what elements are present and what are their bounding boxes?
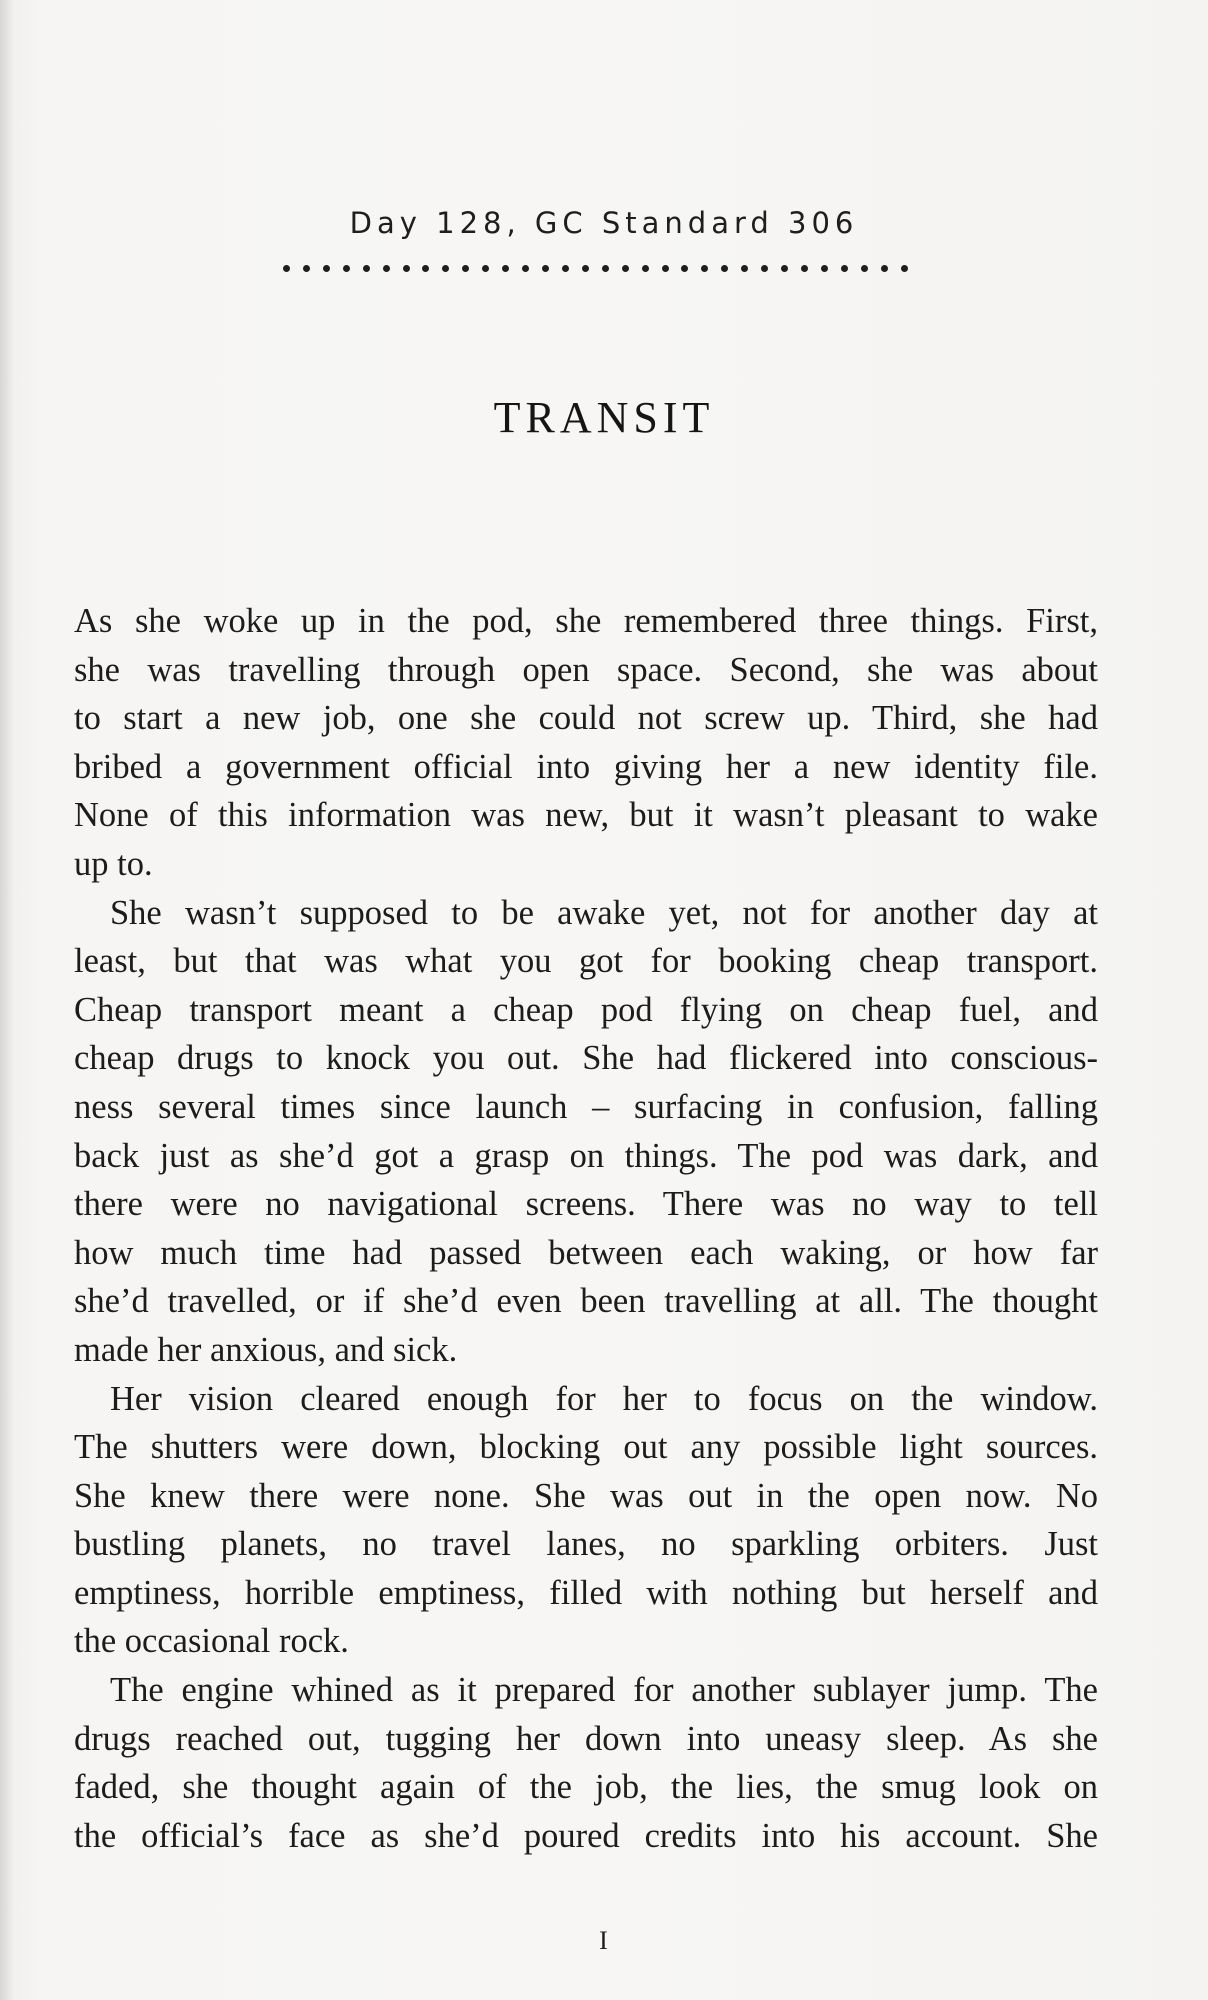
rule-dot bbox=[701, 265, 708, 272]
rule-dot bbox=[662, 265, 669, 272]
text-line: She wasn’t supposed to be awake yet, not for another day at bbox=[110, 893, 1098, 932]
body-text bbox=[74, 597, 1098, 1860]
paragraph bbox=[74, 597, 1098, 889]
paragraph bbox=[74, 1375, 1098, 1667]
rule-dot bbox=[442, 265, 449, 272]
rule-dot bbox=[383, 265, 390, 272]
rule-dot bbox=[462, 265, 469, 272]
text-line: up to. bbox=[74, 844, 153, 883]
rule-dot bbox=[901, 265, 908, 272]
rule-dot bbox=[721, 265, 728, 272]
rule-dot bbox=[403, 265, 410, 272]
rule-dot bbox=[562, 265, 569, 272]
rule-dot bbox=[642, 265, 649, 272]
rule-dot bbox=[303, 265, 310, 272]
text-line: made her anxious, and sick. bbox=[74, 1330, 458, 1369]
text-line: bribed a government official into giving her a new identity file. bbox=[74, 747, 1098, 786]
rule-dot bbox=[741, 265, 748, 272]
rule-dot bbox=[522, 265, 529, 272]
text-line: As she woke up in the pod, she remembered three things. First, bbox=[74, 602, 1098, 640]
chapter-dateline: Day 128, GC Standard 306 bbox=[349, 206, 859, 240]
text-line: she was travelling through open space. Second, she was about bbox=[74, 650, 1098, 689]
text-line: ness several times since launch – surfacing in confusion, falling bbox=[74, 1087, 1098, 1126]
rule-dot bbox=[363, 265, 370, 272]
text-line: drugs reached out, tugging her down into uneasy sleep. As she bbox=[74, 1719, 1098, 1758]
text-line: Cheap transport meant a cheap pod flying on cheap fuel, and bbox=[74, 990, 1098, 1029]
rule-dot bbox=[681, 265, 688, 272]
rule-dot bbox=[761, 265, 768, 272]
page-gutter-shadow bbox=[0, 0, 14, 2000]
text-line: bustling planets, no travel lanes, no sparkling orbiters. Just bbox=[74, 1525, 1098, 1564]
rule-dot bbox=[343, 265, 350, 272]
text-line: The shutters were down, blocking out any possible light sources. bbox=[74, 1428, 1098, 1467]
text-line: there were no navigational screens. There was no way to tell bbox=[74, 1185, 1098, 1224]
paragraph bbox=[74, 889, 1098, 1375]
text-line: she’d travelled, or if she’d even been travelling at all. The thought bbox=[74, 1282, 1098, 1321]
page-number: I bbox=[599, 1926, 609, 1955]
text-line: Her vision cleared enough for her to focus on the window. bbox=[110, 1379, 1098, 1418]
text-line: She knew there were none. She was out in the open now. No bbox=[74, 1476, 1098, 1515]
text-line: the official’s face as she’d poured credits into his account. She bbox=[74, 1816, 1098, 1855]
rule-dot bbox=[502, 265, 509, 272]
text-line: how much time had passed between each waking, or how far bbox=[74, 1233, 1098, 1272]
rule-dot bbox=[841, 265, 848, 272]
rule-dot bbox=[283, 265, 290, 272]
text-line: faded, she thought again of the job, the lies, the smug look on bbox=[74, 1768, 1098, 1807]
rule-dot bbox=[821, 265, 828, 272]
text-line: None of this information was new, but it wasn’t pleasant to wake bbox=[74, 796, 1098, 835]
rule-dot bbox=[781, 265, 788, 272]
rule-dot bbox=[801, 265, 808, 272]
rule-dot bbox=[422, 265, 429, 272]
text-line: cheap drugs to knock you out. She had flickered into conscious- bbox=[74, 1039, 1098, 1078]
text-line: least, but that was what you got for booking cheap transport. bbox=[74, 942, 1098, 981]
rule-dot bbox=[582, 265, 589, 272]
rule-dot bbox=[542, 265, 549, 272]
text-line: the occasional rock. bbox=[74, 1622, 349, 1661]
text-line: to start a new job, one she could not screw up. Third, she had bbox=[74, 699, 1098, 738]
rule-dot bbox=[622, 265, 629, 272]
rule-dot bbox=[323, 265, 330, 272]
paragraph bbox=[74, 1666, 1098, 1860]
dotted-rule bbox=[283, 258, 908, 278]
chapter-title: TRANSIT bbox=[493, 393, 715, 442]
rule-dot bbox=[482, 265, 489, 272]
text-line: The engine whined as it prepared for another sublayer jump. The bbox=[110, 1671, 1098, 1710]
rule-dot bbox=[861, 265, 868, 272]
text-line: back just as she’d got a grasp on things. The pod was dark, and bbox=[74, 1136, 1098, 1175]
rule-dot bbox=[602, 265, 609, 272]
text-line: emptiness, horrible emptiness, filled with nothing but herself and bbox=[74, 1573, 1098, 1612]
rule-dot bbox=[881, 265, 888, 272]
